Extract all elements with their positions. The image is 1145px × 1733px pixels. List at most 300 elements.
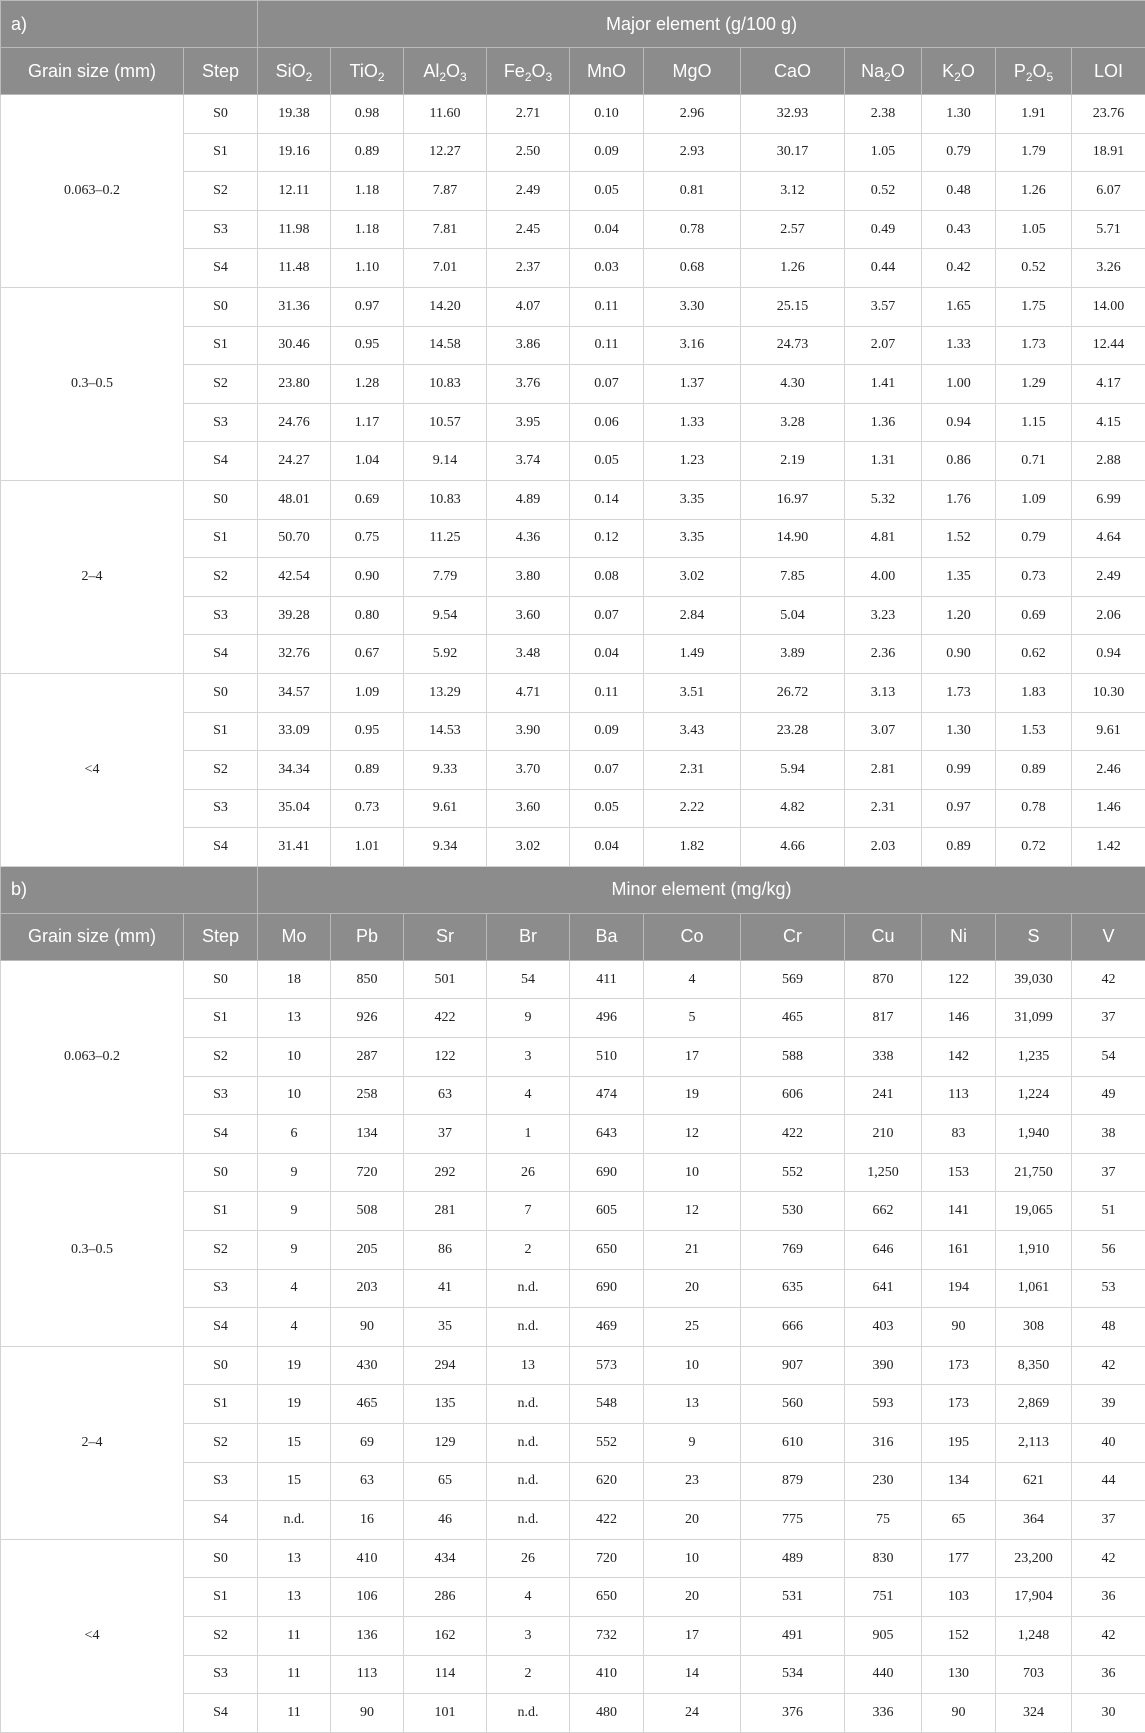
- value-cell: 9.61: [404, 789, 487, 828]
- part-label: a): [1, 1, 258, 48]
- value-cell: 4.71: [487, 673, 570, 712]
- value-cell: 2.31: [845, 789, 922, 828]
- value-cell: 10.83: [404, 365, 487, 404]
- value-cell: 5.94: [741, 751, 845, 790]
- value-cell: 39: [1072, 1385, 1145, 1424]
- value-cell: 0.09: [570, 712, 644, 751]
- value-cell: 1.83: [996, 673, 1072, 712]
- value-cell: 11: [258, 1655, 331, 1694]
- value-cell: 0.05: [570, 172, 644, 211]
- value-cell: 75: [845, 1501, 922, 1540]
- value-cell: 40: [1072, 1424, 1145, 1463]
- value-cell: 0.95: [331, 326, 404, 365]
- grain-size-cell: 2–4: [1, 480, 184, 673]
- value-cell: 4.66: [741, 828, 845, 867]
- value-cell: 720: [570, 1539, 644, 1578]
- formula-text: TiO: [350, 61, 378, 81]
- step-cell: S4: [184, 1501, 258, 1540]
- value-cell: 24: [644, 1694, 741, 1733]
- value-cell: 569: [741, 960, 845, 999]
- step-cell: S1: [184, 326, 258, 365]
- value-cell: 17,904: [996, 1578, 1072, 1617]
- value-cell: 641: [845, 1269, 922, 1308]
- value-cell: 7.85: [741, 558, 845, 597]
- value-cell: 14.00: [1072, 287, 1145, 326]
- value-cell: 0.78: [996, 789, 1072, 828]
- element-column-header: [1072, 48, 1145, 95]
- value-cell: 3.48: [487, 635, 570, 674]
- formula-text: O: [446, 61, 460, 81]
- value-cell: 15: [258, 1424, 331, 1463]
- value-cell: 3.57: [845, 287, 922, 326]
- element-column-header: [1072, 913, 1145, 960]
- element-column-header: [741, 913, 845, 960]
- value-cell: 4.81: [845, 519, 922, 558]
- value-cell: 1.49: [644, 635, 741, 674]
- value-cell: 31.36: [258, 287, 331, 326]
- value-cell: 469: [570, 1308, 644, 1347]
- value-cell: 0.94: [922, 403, 996, 442]
- value-cell: 7.79: [404, 558, 487, 597]
- table-row: [1, 1153, 1145, 1192]
- step-cell: S1: [184, 133, 258, 172]
- value-cell: 1,235: [996, 1038, 1072, 1077]
- value-cell: 0.90: [331, 558, 404, 597]
- value-cell: 36: [1072, 1578, 1145, 1617]
- value-cell: 0.14: [570, 480, 644, 519]
- value-cell: 643: [570, 1115, 644, 1154]
- value-cell: 3: [487, 1616, 570, 1655]
- step-cell: S4: [184, 442, 258, 481]
- value-cell: 83: [922, 1115, 996, 1154]
- value-cell: 69: [331, 1424, 404, 1463]
- value-cell: 0.73: [331, 789, 404, 828]
- value-cell: 15: [258, 1462, 331, 1501]
- value-cell: 53: [1072, 1269, 1145, 1308]
- value-cell: 0.79: [922, 133, 996, 172]
- formula-subscript: 2: [439, 70, 446, 84]
- value-cell: 7: [487, 1192, 570, 1231]
- value-cell: 573: [570, 1346, 644, 1385]
- value-cell: 1.46: [1072, 789, 1145, 828]
- value-cell: n.d.: [487, 1308, 570, 1347]
- value-cell: 49: [1072, 1076, 1145, 1115]
- formula-text: Cr: [783, 926, 802, 946]
- formula-text: Al: [423, 61, 439, 81]
- element-column-header: [331, 913, 404, 960]
- grain-size-cell: <4: [1, 1539, 184, 1732]
- value-cell: 9: [487, 999, 570, 1038]
- formula-text: V: [1103, 926, 1115, 946]
- value-cell: 5.32: [845, 480, 922, 519]
- value-cell: n.d.: [487, 1385, 570, 1424]
- value-cell: 1.76: [922, 480, 996, 519]
- element-column-header: [404, 913, 487, 960]
- value-cell: 769: [741, 1231, 845, 1270]
- value-cell: 0.90: [922, 635, 996, 674]
- value-cell: 0.62: [996, 635, 1072, 674]
- value-cell: 530: [741, 1192, 845, 1231]
- value-cell: 2.46: [1072, 751, 1145, 790]
- value-cell: 2.57: [741, 210, 845, 249]
- value-cell: 14.58: [404, 326, 487, 365]
- value-cell: 3.60: [487, 596, 570, 635]
- value-cell: 130: [922, 1655, 996, 1694]
- step-header: Step: [184, 48, 258, 95]
- value-cell: 4: [644, 960, 741, 999]
- value-cell: 4.17: [1072, 365, 1145, 404]
- value-cell: 14: [644, 1655, 741, 1694]
- value-cell: 1.41: [845, 365, 922, 404]
- value-cell: 1.33: [644, 403, 741, 442]
- value-cell: 1,224: [996, 1076, 1072, 1115]
- part_a-column-header-row: [1, 48, 1145, 95]
- value-cell: 1.30: [922, 95, 996, 134]
- value-cell: 19: [258, 1385, 331, 1424]
- formula-subscript: 2: [525, 70, 532, 84]
- value-cell: 552: [570, 1424, 644, 1463]
- value-cell: 42: [1072, 1346, 1145, 1385]
- value-cell: 292: [404, 1153, 487, 1192]
- step-cell: S1: [184, 999, 258, 1038]
- value-cell: 2: [487, 1655, 570, 1694]
- value-cell: 54: [1072, 1038, 1145, 1077]
- element-column-header: [741, 48, 845, 95]
- value-cell: 12: [644, 1192, 741, 1231]
- value-cell: 5.92: [404, 635, 487, 674]
- value-cell: 13: [644, 1385, 741, 1424]
- formula-subscript: 2: [306, 70, 313, 84]
- table-row: [1, 673, 1145, 712]
- value-cell: 440: [845, 1655, 922, 1694]
- part-title: Minor element (mg/kg): [258, 866, 1145, 913]
- value-cell: 0.86: [922, 442, 996, 481]
- value-cell: 114: [404, 1655, 487, 1694]
- step-cell: S2: [184, 1231, 258, 1270]
- value-cell: 4: [258, 1308, 331, 1347]
- value-cell: 4: [487, 1578, 570, 1617]
- value-cell: 0.05: [570, 789, 644, 828]
- step-cell: S4: [184, 1115, 258, 1154]
- step-cell: S0: [184, 960, 258, 999]
- value-cell: 287: [331, 1038, 404, 1077]
- value-cell: 44: [1072, 1462, 1145, 1501]
- value-cell: 1.18: [331, 172, 404, 211]
- step-cell: S3: [184, 1076, 258, 1115]
- step-cell: S2: [184, 751, 258, 790]
- value-cell: 90: [922, 1308, 996, 1347]
- value-cell: 30: [1072, 1694, 1145, 1733]
- value-cell: 19.38: [258, 95, 331, 134]
- formula-subscript: 2: [1026, 70, 1033, 84]
- value-cell: 403: [845, 1308, 922, 1347]
- value-cell: 129: [404, 1424, 487, 1463]
- value-cell: 10.57: [404, 403, 487, 442]
- value-cell: 560: [741, 1385, 845, 1424]
- step-cell: S3: [184, 789, 258, 828]
- step-cell: S4: [184, 249, 258, 288]
- value-cell: 12: [644, 1115, 741, 1154]
- value-cell: 501: [404, 960, 487, 999]
- step-cell: S3: [184, 596, 258, 635]
- value-cell: 37: [1072, 1501, 1145, 1540]
- value-cell: 1,250: [845, 1153, 922, 1192]
- value-cell: 14.20: [404, 287, 487, 326]
- value-cell: 1.37: [644, 365, 741, 404]
- grain-size-header: Grain size (mm): [1, 48, 184, 95]
- formula-text: Br: [519, 926, 537, 946]
- part-title: Major element (g/100 g): [258, 1, 1145, 48]
- value-cell: 21,750: [996, 1153, 1072, 1192]
- formula-text: Sr: [436, 926, 454, 946]
- value-cell: 1.05: [996, 210, 1072, 249]
- value-cell: 146: [922, 999, 996, 1038]
- value-cell: 0.68: [644, 249, 741, 288]
- value-cell: 1.75: [996, 287, 1072, 326]
- value-cell: 0.42: [922, 249, 996, 288]
- table-row: [1, 480, 1145, 519]
- value-cell: 465: [331, 1385, 404, 1424]
- value-cell: 10: [644, 1346, 741, 1385]
- value-cell: 817: [845, 999, 922, 1038]
- value-cell: 31,099: [996, 999, 1072, 1038]
- value-cell: 489: [741, 1539, 845, 1578]
- step-cell: S3: [184, 210, 258, 249]
- value-cell: 434: [404, 1539, 487, 1578]
- element-column-header: [922, 48, 996, 95]
- value-cell: 39,030: [996, 960, 1072, 999]
- value-cell: 2.36: [845, 635, 922, 674]
- value-cell: 7.01: [404, 249, 487, 288]
- value-cell: 2,869: [996, 1385, 1072, 1424]
- formula-text: LOI: [1094, 61, 1123, 81]
- value-cell: 496: [570, 999, 644, 1038]
- value-cell: 9.33: [404, 751, 487, 790]
- value-cell: 23.80: [258, 365, 331, 404]
- value-cell: 34.57: [258, 673, 331, 712]
- step-cell: S1: [184, 519, 258, 558]
- value-cell: 41: [404, 1269, 487, 1308]
- value-cell: 1.31: [845, 442, 922, 481]
- formula-text: O: [532, 61, 546, 81]
- element-column-header: [996, 48, 1072, 95]
- value-cell: 422: [741, 1115, 845, 1154]
- value-cell: 19,065: [996, 1192, 1072, 1231]
- element-column-header: [845, 48, 922, 95]
- value-cell: 0.09: [570, 133, 644, 172]
- value-cell: 6.99: [1072, 480, 1145, 519]
- value-cell: 18: [258, 960, 331, 999]
- value-cell: 1.42: [1072, 828, 1145, 867]
- formula-text: MgO: [673, 61, 712, 81]
- value-cell: 11.25: [404, 519, 487, 558]
- value-cell: 646: [845, 1231, 922, 1270]
- value-cell: 103: [922, 1578, 996, 1617]
- step-cell: S1: [184, 712, 258, 751]
- value-cell: 548: [570, 1385, 644, 1424]
- value-cell: 203: [331, 1269, 404, 1308]
- value-cell: 1.33: [922, 326, 996, 365]
- value-cell: 1.10: [331, 249, 404, 288]
- value-cell: 830: [845, 1539, 922, 1578]
- value-cell: 1: [487, 1115, 570, 1154]
- value-cell: 1,248: [996, 1616, 1072, 1655]
- value-cell: 0.97: [331, 287, 404, 326]
- table-row: [1, 95, 1145, 134]
- value-cell: 751: [845, 1578, 922, 1617]
- value-cell: 1.20: [922, 596, 996, 635]
- value-cell: 54: [487, 960, 570, 999]
- value-cell: 620: [570, 1462, 644, 1501]
- value-cell: 690: [570, 1153, 644, 1192]
- value-cell: 650: [570, 1578, 644, 1617]
- value-cell: 3.60: [487, 789, 570, 828]
- value-cell: 0.12: [570, 519, 644, 558]
- value-cell: 907: [741, 1346, 845, 1385]
- value-cell: 281: [404, 1192, 487, 1231]
- value-cell: 1,940: [996, 1115, 1072, 1154]
- value-cell: 703: [996, 1655, 1072, 1694]
- value-cell: 2.81: [845, 751, 922, 790]
- value-cell: 0.72: [996, 828, 1072, 867]
- element-column-header: [644, 48, 741, 95]
- value-cell: 1.09: [331, 673, 404, 712]
- value-cell: 3: [487, 1038, 570, 1077]
- value-cell: 3.43: [644, 712, 741, 751]
- value-cell: 5: [644, 999, 741, 1038]
- grain-size-cell: 2–4: [1, 1346, 184, 1539]
- value-cell: 3.26: [1072, 249, 1145, 288]
- value-cell: 6: [258, 1115, 331, 1154]
- value-cell: 605: [570, 1192, 644, 1231]
- value-cell: 0.11: [570, 326, 644, 365]
- value-cell: 113: [331, 1655, 404, 1694]
- value-cell: 258: [331, 1076, 404, 1115]
- value-cell: 90: [331, 1308, 404, 1347]
- value-cell: 26.72: [741, 673, 845, 712]
- value-cell: 16.97: [741, 480, 845, 519]
- value-cell: 0.07: [570, 751, 644, 790]
- value-cell: 0.52: [845, 172, 922, 211]
- value-cell: n.d.: [487, 1694, 570, 1733]
- value-cell: 1.52: [922, 519, 996, 558]
- formula-text: O: [1033, 61, 1047, 81]
- table-body: [1, 1, 1145, 1733]
- value-cell: 65: [404, 1462, 487, 1501]
- value-cell: 17: [644, 1038, 741, 1077]
- value-cell: 0.69: [996, 596, 1072, 635]
- value-cell: 3.02: [487, 828, 570, 867]
- value-cell: 136: [331, 1616, 404, 1655]
- value-cell: 4.00: [845, 558, 922, 597]
- value-cell: 20: [644, 1269, 741, 1308]
- value-cell: 21: [644, 1231, 741, 1270]
- value-cell: 25: [644, 1308, 741, 1347]
- value-cell: 2.31: [644, 751, 741, 790]
- value-cell: 37: [1072, 1153, 1145, 1192]
- step-cell: S3: [184, 1462, 258, 1501]
- value-cell: 0.89: [922, 828, 996, 867]
- value-cell: 14.53: [404, 712, 487, 751]
- value-cell: 1.65: [922, 287, 996, 326]
- value-cell: 0.48: [922, 172, 996, 211]
- step-cell: S0: [184, 1539, 258, 1578]
- step-cell: S3: [184, 1655, 258, 1694]
- value-cell: 3.23: [845, 596, 922, 635]
- value-cell: 48.01: [258, 480, 331, 519]
- value-cell: 50.70: [258, 519, 331, 558]
- value-cell: 19: [644, 1076, 741, 1115]
- value-cell: 3.07: [845, 712, 922, 751]
- value-cell: 534: [741, 1655, 845, 1694]
- value-cell: 10.30: [1072, 673, 1145, 712]
- value-cell: 142: [922, 1038, 996, 1077]
- value-cell: 0.78: [644, 210, 741, 249]
- step-cell: S4: [184, 1308, 258, 1347]
- value-cell: 230: [845, 1462, 922, 1501]
- value-cell: 210: [845, 1115, 922, 1154]
- value-cell: 411: [570, 960, 644, 999]
- value-cell: 16: [331, 1501, 404, 1540]
- value-cell: 308: [996, 1308, 1072, 1347]
- value-cell: 32.76: [258, 635, 331, 674]
- value-cell: 7.87: [404, 172, 487, 211]
- value-cell: 17: [644, 1616, 741, 1655]
- value-cell: 0.07: [570, 365, 644, 404]
- value-cell: 11.98: [258, 210, 331, 249]
- value-cell: 42: [1072, 960, 1145, 999]
- value-cell: 3.28: [741, 403, 845, 442]
- value-cell: 3.80: [487, 558, 570, 597]
- value-cell: 0.49: [845, 210, 922, 249]
- value-cell: 63: [404, 1076, 487, 1115]
- value-cell: 3.89: [741, 635, 845, 674]
- grain-size-cell: 0.063–0.2: [1, 95, 184, 288]
- element-column-header: [922, 913, 996, 960]
- grain-size-header: Grain size (mm): [1, 913, 184, 960]
- value-cell: 177: [922, 1539, 996, 1578]
- value-cell: 194: [922, 1269, 996, 1308]
- value-cell: 1.05: [845, 133, 922, 172]
- value-cell: 162: [404, 1616, 487, 1655]
- value-cell: 0.89: [996, 751, 1072, 790]
- value-cell: 732: [570, 1616, 644, 1655]
- value-cell: 37: [1072, 999, 1145, 1038]
- value-cell: 7.81: [404, 210, 487, 249]
- part_b-title-row: [1, 866, 1145, 913]
- value-cell: 0.04: [570, 635, 644, 674]
- value-cell: 173: [922, 1385, 996, 1424]
- value-cell: 101: [404, 1694, 487, 1733]
- value-cell: 621: [996, 1462, 1072, 1501]
- step-cell: S2: [184, 1616, 258, 1655]
- formula-text: SiO: [276, 61, 306, 81]
- value-cell: 338: [845, 1038, 922, 1077]
- value-cell: 141: [922, 1192, 996, 1231]
- step-cell: S0: [184, 1153, 258, 1192]
- value-cell: 480: [570, 1694, 644, 1733]
- value-cell: 9.14: [404, 442, 487, 481]
- value-cell: 1.30: [922, 712, 996, 751]
- value-cell: 20: [644, 1578, 741, 1617]
- formula-text: S: [1028, 926, 1040, 946]
- value-cell: 65: [922, 1501, 996, 1540]
- value-cell: 2.71: [487, 95, 570, 134]
- value-cell: 30.46: [258, 326, 331, 365]
- value-cell: 390: [845, 1346, 922, 1385]
- value-cell: 152: [922, 1616, 996, 1655]
- grain-size-cell: 0.063–0.2: [1, 960, 184, 1153]
